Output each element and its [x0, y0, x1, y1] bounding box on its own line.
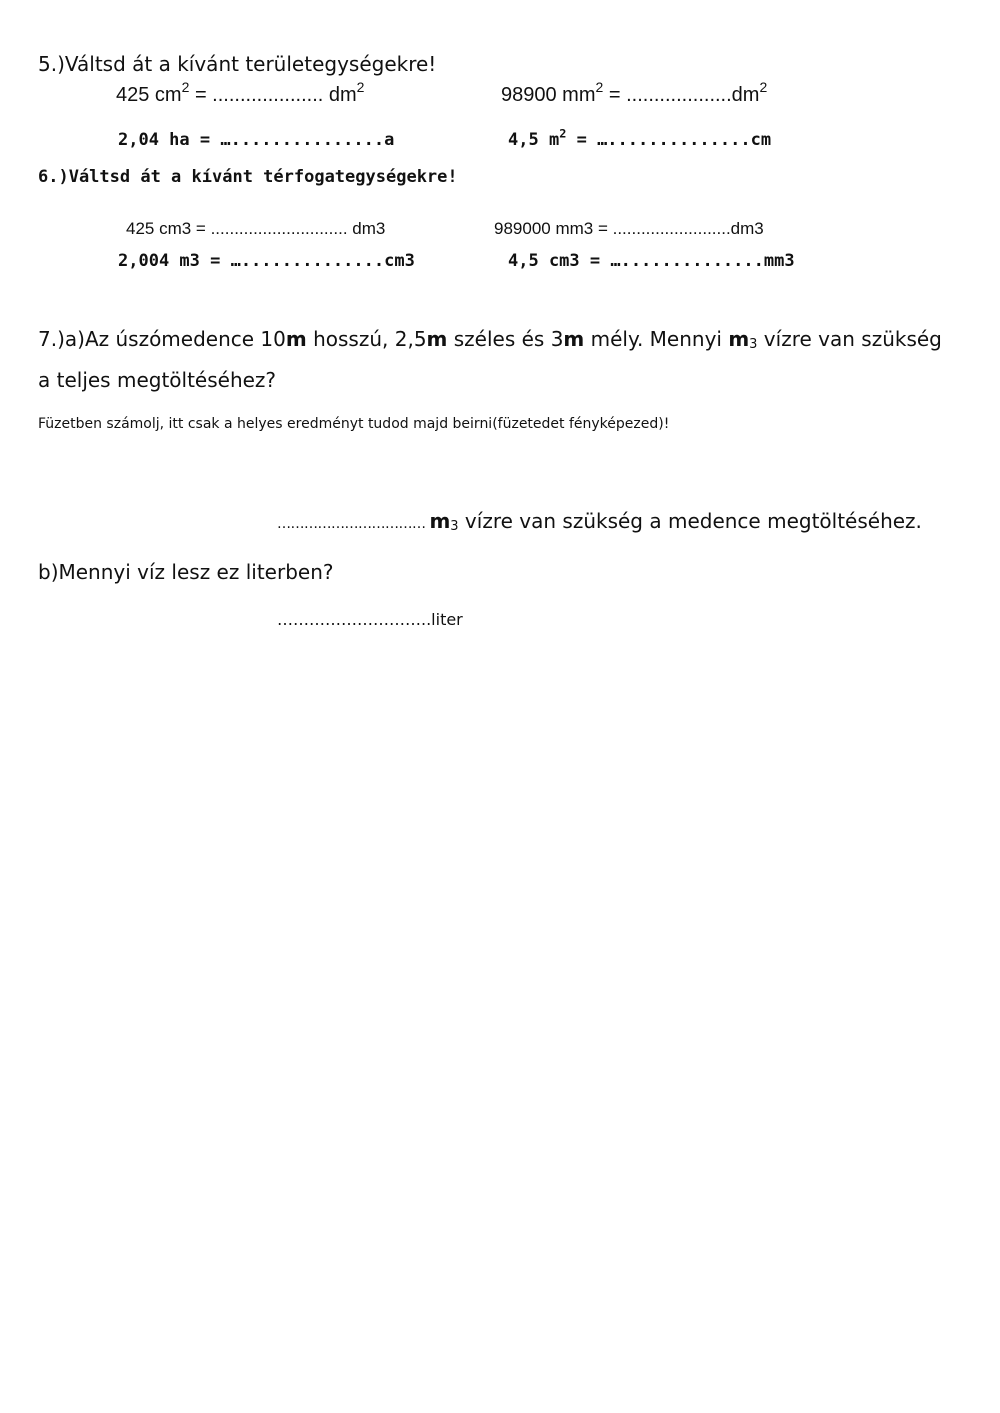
task7-note: Füzetben számolj, itt csak a helyes eredményt tudod majd beirni(füzetedet fényképezed)! — [38, 416, 670, 432]
question-text: vízre van szükség — [757, 327, 942, 351]
question-text: széles és 3 — [447, 327, 564, 351]
expression-text: 98900 mm — [501, 84, 596, 106]
task5-area-conversion-2 — [501, 78, 768, 107]
unit-m: m — [426, 327, 448, 351]
unit-m: m — [429, 509, 451, 533]
answer-text: vízre van szükség a medence megtöltéséhez. — [458, 509, 922, 533]
subscript: 3 — [450, 518, 459, 534]
exponent: 2 — [356, 78, 365, 95]
expression-text: = .................... dm — [189, 84, 357, 106]
task7b-answer-blank[interactable]: ………………………..liter — [277, 610, 463, 629]
task5-area-conversion-3: 2,04 ha = …...............a — [118, 130, 395, 150]
expression-text: 425 cm — [116, 84, 182, 106]
question-text: hosszú, 2,5 — [306, 327, 427, 351]
task5-title: 5.)Váltsd át a kívánt területegységekre! — [38, 52, 437, 76]
question-text: mély. Mennyi — [584, 327, 729, 351]
task7a-question-line2: a teljes megtöltéséhez? — [38, 368, 277, 392]
task6-volume-conversion-1: 425 cm3 = ............................. dm3 — [126, 219, 386, 238]
task7a-question — [38, 327, 942, 351]
task5-area-conversion-4 — [508, 126, 772, 150]
exponent: 2 — [559, 126, 567, 141]
exponent: 2 — [181, 78, 190, 95]
task7a-answer-line — [277, 509, 922, 533]
exponent: 2 — [595, 78, 604, 95]
unit-m: m — [563, 327, 585, 351]
exponent: 2 — [759, 78, 768, 95]
task6-volume-conversion-3: 2,004 m3 = …..............cm3 — [118, 251, 415, 271]
task7b-question: b)Mennyi víz lesz ez literben? — [38, 560, 334, 584]
task6-volume-conversion-2: 989000 mm3 = .........................dm3 — [494, 219, 764, 238]
expression-text: = …..............cm — [566, 130, 772, 150]
expression-text: 4,5 m — [508, 130, 560, 150]
unit-m: m — [285, 327, 307, 351]
answer-blank[interactable]: …………………………… — [277, 516, 430, 532]
subscript: 3 — [749, 336, 758, 352]
task6-volume-conversion-4: 4,5 cm3 = …..............mm3 — [508, 251, 795, 271]
unit-m: m — [728, 327, 750, 351]
expression-text: = ...................dm — [603, 84, 760, 106]
task5-area-conversion-1 — [116, 78, 365, 107]
question-text: 7.)a)Az úszómedence 10 — [38, 327, 286, 351]
task6-title: 6.)Váltsd át a kívánt térfogategységekre! — [38, 167, 458, 187]
